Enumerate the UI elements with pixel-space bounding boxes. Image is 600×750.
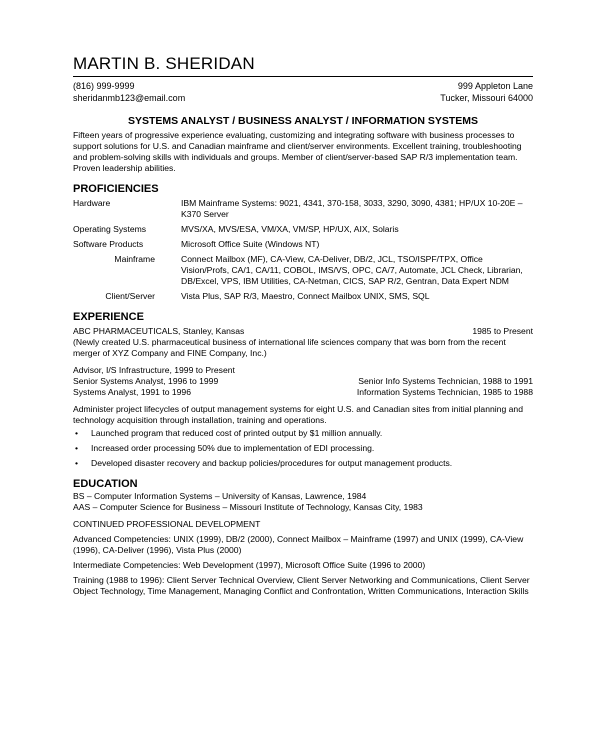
employer-note: (Newly created U.S. pharmaceutical business of international life sciences company that was born from the recent merger of XYZ Company and FINE Company, Inc.) [73,337,506,358]
cpd-item: Intermediate Competencies: Web Development (1997), Microsoft Office Suite (1996 to 2000) [73,560,426,570]
role-item: Senior Systems Analyst, 1996 to 1999 [73,376,219,386]
achievement-item: • Increased order processing 50% due to implementation of EDI processing. [75,443,375,453]
achievement-item: • Launched program that reduced cost of printed output by $1 million annually. [75,428,383,438]
experience-heading: EXPERIENCE [73,311,144,323]
degree-item: AAS – Computer Science for Business – Missouri Institute of Technology, Kansas City, 1983 [73,502,423,512]
proficiency-label: Software Products [73,239,144,249]
role-row [73,387,533,398]
proficiency-value: IBM Mainframe Systems: 9021, 4341, 370-158, 3033, 3290, 3090, 4381; HP/UX 10-20E – K370 Server [181,198,523,219]
degree-item: BS – Computer Information Systems – University of Kansas, Lawrence, 1984 [73,491,367,501]
street-address: 999 Appleton Lane [457,81,533,91]
proficiency-row [73,224,533,235]
email-address: sheridanmb123@email.com [73,93,186,103]
achievement-list [73,428,533,469]
proficiency-row [73,239,533,250]
role-item: Systems Analyst, 1991 to 1996 [73,387,191,397]
bullet-icon: • [75,428,79,438]
proficiency-label: Client/Server [105,291,155,301]
employer-name: ABC PHARMACEUTICALS, Stanley, Kansas [73,326,245,336]
city-state-zip: Tucker, Missouri 64000 [440,93,533,103]
proficiency-value: Vista Plus, SAP R/3, Maestro, Connect Mailbox UNIX, SMS, SQL [181,291,430,301]
professional-title: SYSTEMS ANALYST / BUSINESS ANALYST / INFORMATION SYSTEMS [127,115,479,127]
summary-paragraph: Fifteen years of progressive experience evaluating, customizing and integrating software with business processes to support solutions for U.S. and Canadian mainframe and client/server environments. Excellent training, troubleshooting and problem-solving skills with individuals and groups. Member of client/server-based SAP R/3 implementation team. Proven leadership abilities. [73,130,522,173]
resume-page [73,54,533,597]
candidate-name: MARTIN B. SHERIDAN [73,54,255,73]
header-divider [73,76,533,77]
role-row [73,376,533,387]
proficiencies-heading: PROFICIENCIES [73,183,159,195]
cpd-item: Training (1988 to 1996): Client Server Technical Overview, Client Server Networking and Communications, Client Server Object Technology, Time Management, Managing Conflict and Confrontation, Written Communications, Interaction Skills [73,575,530,596]
employment-dates: 1985 to Present [472,326,533,336]
proficiency-label: Mainframe [114,254,155,264]
proficiency-value: Connect Mailbox (MF), CA-View, CA-Deliver, DB/2, JCL, TSO/ISPF/TPX, Office Vision/Profs, CA/1, CA/11, COBOL, IMS/VS, OPC, CA/7, Automate, JCL Check, Librarian, DB/Excel, VPS, IBM Utilities, CA-Netman, CICS, SAP R/2, Gentran, Data Expert NDM [181,254,523,286]
education-heading: EDUCATION [73,478,138,490]
proficiencies-list [73,198,533,302]
proficiency-row [73,254,533,287]
proficiency-label: Hardware [73,198,111,208]
bullet-icon: • [75,458,79,468]
proficiency-value: Microsoft Office Suite (Windows NT) [181,239,320,249]
proficiency-value: MVS/XA, MVS/ESA, VM/XA, VM/SP, HP/UX, AIX, Solaris [181,224,399,234]
job-description: Administer project lifecycles of output management systems for eight U.S. and Canadian sites from initial planning and technology acquisition through installation, training and operations. [73,404,523,425]
current-role: Advisor, I/S Infrastructure, 1999 to Present [73,365,235,375]
cpd-heading: CONTINUED PROFESSIONAL DEVELOPMENT [73,519,261,529]
role-item: Senior Info Systems Technician, 1988 to 1991 [358,376,533,386]
achievement-item: • Developed disaster recovery and backup policies/procedures for output management products. [75,458,453,468]
proficiency-row [73,198,533,220]
employer-line [73,326,533,337]
role-item: Information Systems Technician, 1985 to 1988 [356,387,533,397]
contact-block [73,80,533,104]
bullet-icon: • [75,443,79,453]
proficiency-row [73,291,533,302]
phone-number: (816) 999-9999 [73,81,135,91]
cpd-item: Advanced Competencies: UNIX (1999), DB/2 (2000), Connect Mailbox – Mainframe (1997) and UNIX (1999), CA-View (1996), CA-Deliver (1996), Vista Plus (2000) [73,534,524,555]
proficiency-label: Operating Systems [73,224,147,234]
